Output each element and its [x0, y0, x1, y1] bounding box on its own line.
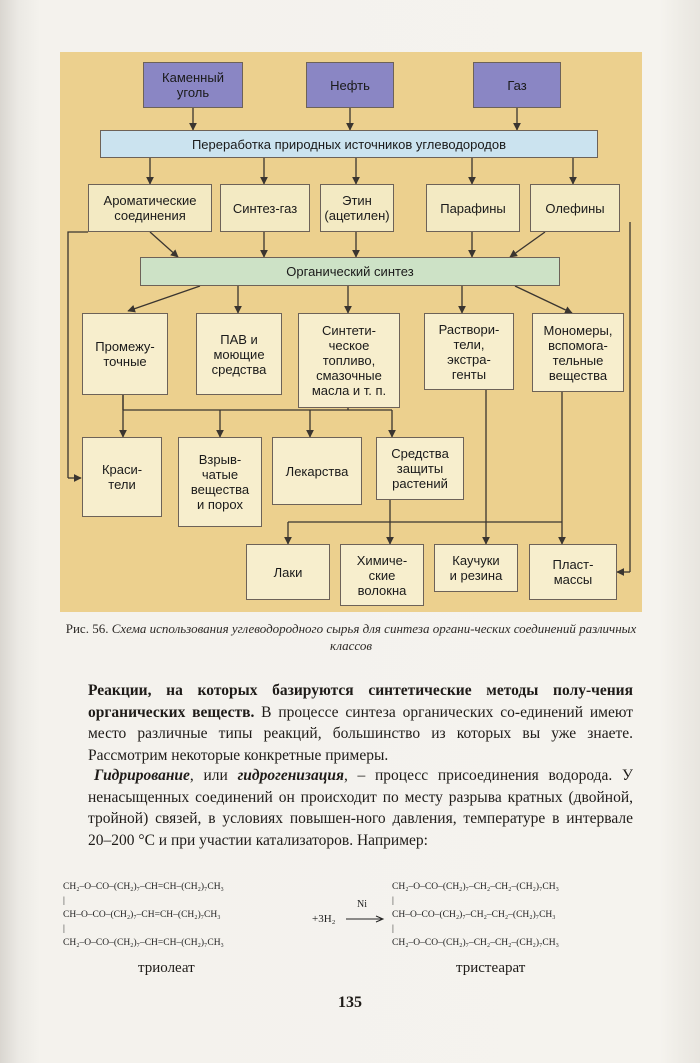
product-medicines: Лекарства	[272, 437, 362, 505]
term-hydrogenization: гидрогенизация	[237, 767, 344, 784]
figure-caption	[60, 620, 642, 654]
source-oil: Нефть	[306, 62, 394, 108]
paragraph-connector: , или	[189, 767, 238, 784]
class-monomers: Мономеры, вспомога- тельные вещества	[532, 313, 624, 392]
paragraph-heading: Реакции, на которых базируются синтетические методы полу-чения органических веществ.	[88, 682, 633, 721]
product-lacquers: Лаки	[246, 544, 330, 600]
class-surfactants: ПАВ и моющие средства	[196, 313, 282, 395]
paragraph-body: , – процесс присоединения водорода. У ненасыщенных соединений он происходит по месту разрыва кратных (двойной, тройной) связей, в условиях повышен-ного давления, температуре в интервале 20–200 °С и при участии катализаторов. Например:	[88, 767, 633, 849]
organic-synthesis-box: Органический синтез	[140, 257, 560, 286]
paragraph-body: В процессе синтеза органических со-единений имеют место различные типы реакций, большинство из которых вы уже знаете. Рассмотрим некоторые конкретные примеры.	[88, 703, 633, 764]
node-olefins: Олефины	[530, 184, 620, 232]
paragraph-hydrogenation	[88, 765, 633, 851]
class-intermediates: Промежу- точные	[82, 313, 168, 395]
term-hydrogenation: Гидрирование	[94, 767, 190, 784]
formula-reagent: +3H₂	[312, 913, 336, 925]
class-synthetic-fuel: Синтети- ческое топливо, смазочные масла и т. п.	[298, 313, 400, 408]
product-dyes: Краси- тели	[82, 437, 162, 517]
paragraph-synthesis-methods	[88, 680, 633, 766]
name-tristearin: тристеарат	[456, 960, 526, 976]
node-syngas: Синтез-газ	[220, 184, 310, 232]
name-triolein: триолеат	[138, 960, 195, 976]
source-coal: Каменный уголь	[143, 62, 243, 108]
caption-label: Рис. 56.	[65, 621, 109, 636]
node-aromatic: Ароматические соединения	[88, 184, 212, 232]
product-rubber: Каучуки и резина	[434, 544, 518, 592]
product-explosives: Взрыв- чатые вещества и порох	[178, 437, 262, 527]
node-ethyne: Этин (ацетилен)	[320, 184, 394, 232]
formula-triolein: CH₂–O–CO–(CH₂)₇–CH=CH–(CH₂)₇CH₃ | CH–O–CO–(CH₂)₇–CH=CH–(CH₂)₇CH₃ | CH₂–O–CO–(CH₂)₇–CH=CH–(CH₂)₇CH₃	[63, 882, 224, 948]
page-number: 135	[338, 994, 362, 1011]
node-paraffins: Парафины	[426, 184, 520, 232]
source-gas: Газ	[473, 62, 561, 108]
product-plastics: Пласт- массы	[529, 544, 617, 600]
class-solvents: Раствори- тели, экстра- генты	[424, 313, 514, 390]
caption-text: Схема использования углеводородного сырья для синтеза органи-ческих соединений различных классов	[111, 621, 637, 653]
reaction-arrow	[346, 914, 386, 924]
formula-catalyst: Ni	[357, 899, 367, 910]
formula-tristearin: CH₂–O–CO–(CH₂)₇–CH₂–CH₂–(CH₂)₇CH₃ | CH–O–CO–(CH₂)₇–CH₂–CH₂–(CH₂)₇CH₃ | CH₂–O–CO–(CH₂)₇–CH₂–CH₂–(CH₂)₇CH₃	[392, 882, 559, 948]
processing-box: Переработка природных источников углеводородов	[100, 130, 598, 158]
product-chemical-fibers: Химиче- ские волокна	[340, 544, 424, 606]
product-plant-protection: Средства защиты растений	[376, 437, 464, 500]
